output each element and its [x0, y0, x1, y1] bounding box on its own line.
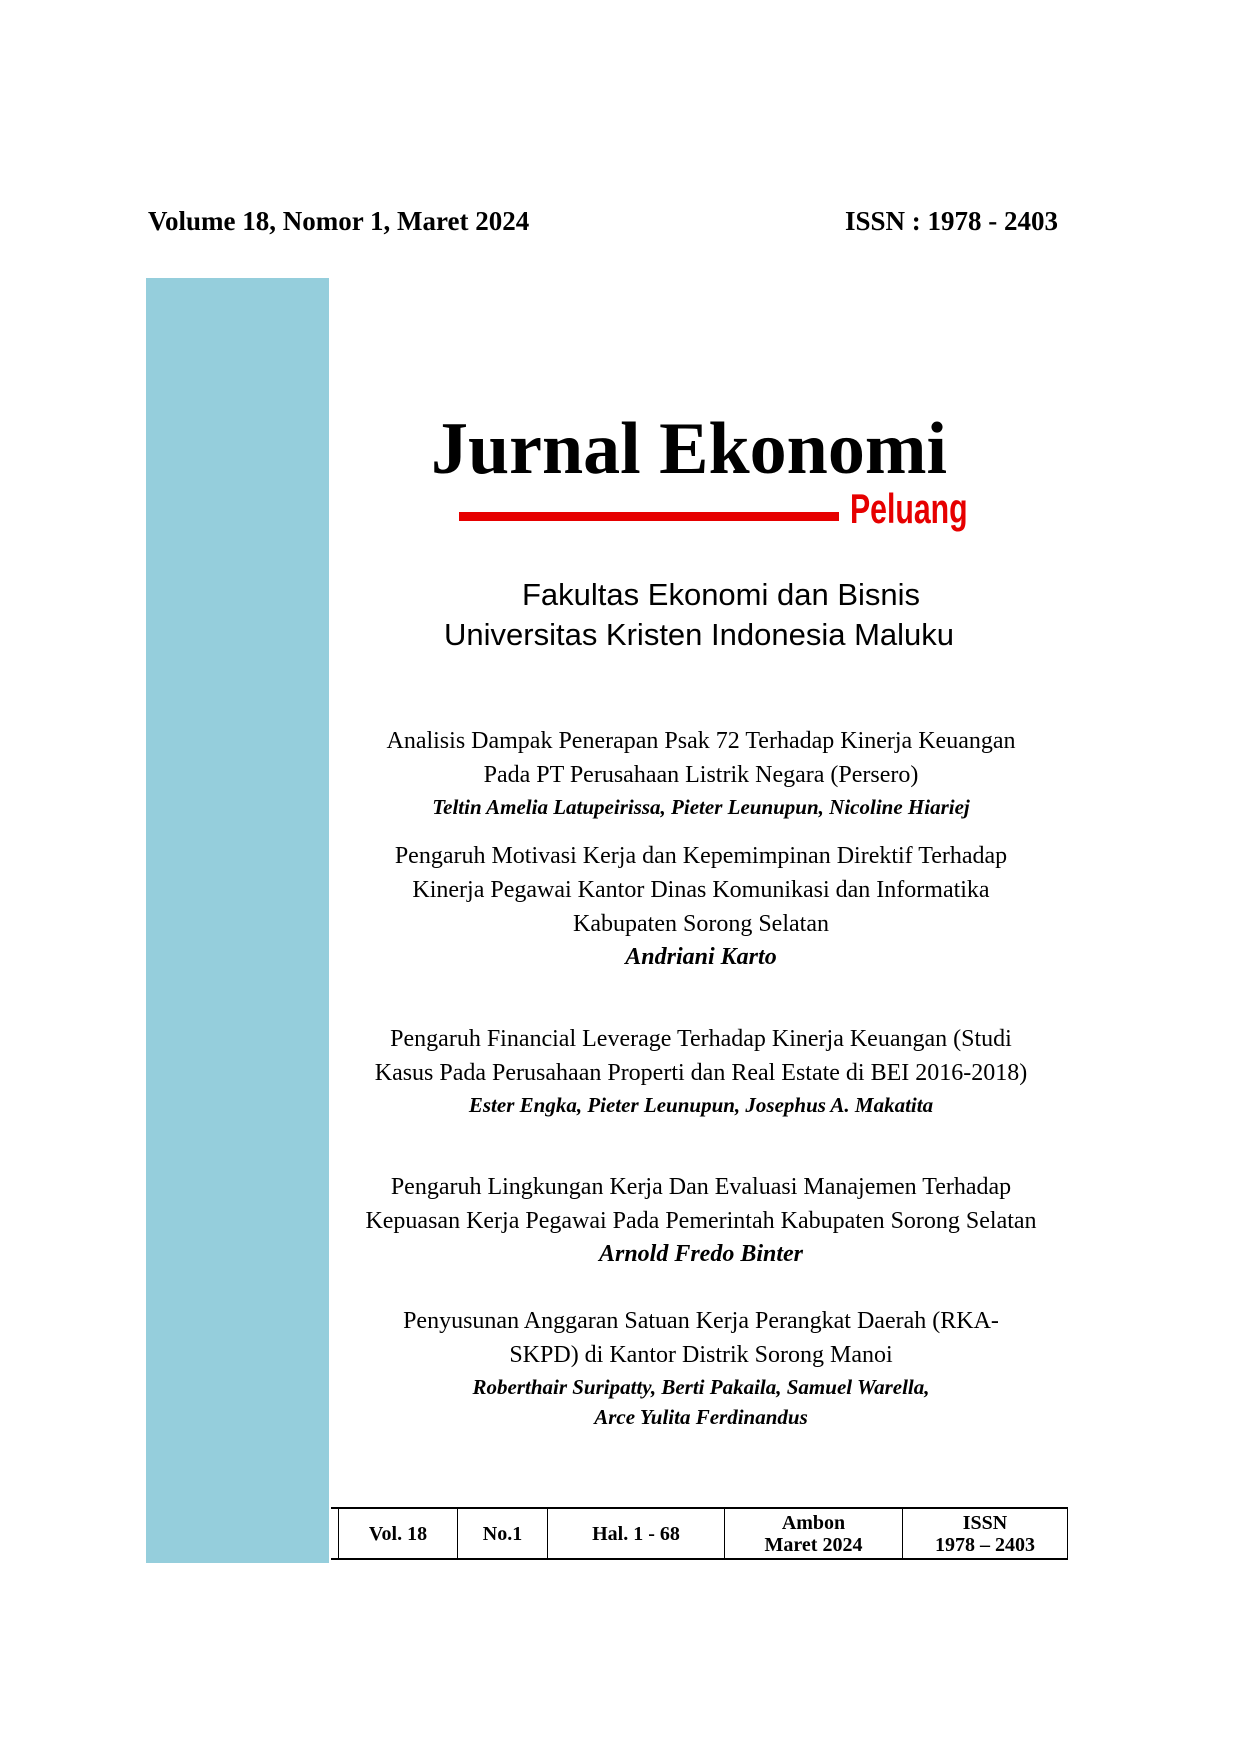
- article-authors: Andriani Karto: [625, 944, 777, 970]
- faculty-name: Fakultas Ekonomi dan Bisnis: [522, 577, 921, 612]
- article-entry: [330, 839, 1072, 973]
- article-authors: Arnold Fredo Binter: [598, 1241, 804, 1267]
- article-authors: Arce Yulita Ferdinandus: [594, 1405, 808, 1429]
- pages-cell: Hal. 1 - 68: [548, 1508, 725, 1559]
- article-authors: Teltin Amelia Latupeirissa, Pieter Leunupun, Nicoline Hiariej: [432, 795, 970, 819]
- volume-info: Volume 18, Nomor 1, Maret 2024: [148, 206, 530, 236]
- article-title-line: Kinerja Pegawai Kantor Dinas Komunikasi dan Informatika: [412, 877, 990, 903]
- table-spacer-cell: [331, 1508, 339, 1559]
- article-authors: Roberthair Suripatty, Berti Pakaila, Samuel Warella,: [472, 1375, 930, 1399]
- article-authors: Ester Engka, Pieter Leunupun, Josephus A. Makatita: [468, 1093, 934, 1117]
- place-date-cell: [725, 1508, 903, 1559]
- article-title-line: Analisis Dampak Penerapan Psak 72 Terhadap Kinerja Keuangan: [386, 728, 1016, 754]
- journal-title: Jurnal Ekonomi: [430, 408, 948, 490]
- article-title-line: SKPD) di Kantor Distrik Sorong Manoi: [509, 1342, 893, 1368]
- journal-subtitle: Peluang: [850, 485, 968, 532]
- article-title-line: Pada PT Perusahaan Listrik Negara (Persero): [483, 762, 919, 788]
- number-cell: No.1: [458, 1508, 548, 1559]
- article-entry: [330, 1170, 1072, 1270]
- article-title-line: Penyusunan Anggaran Satuan Kerja Perangkat Daerah (RKA-: [403, 1308, 999, 1334]
- issn-number: 1978 – 2403: [935, 1533, 1035, 1556]
- issn-header: ISSN : 1978 - 2403: [844, 206, 1058, 236]
- title-underline-rule: [459, 512, 839, 521]
- article-entry: [330, 1304, 1072, 1432]
- article-entry: [330, 1022, 1072, 1120]
- article-title-line: Kabupaten Sorong Selatan: [573, 911, 829, 937]
- issn-label: ISSN: [962, 1511, 1008, 1534]
- article-entry: [330, 724, 1072, 822]
- article-title-line: Pengaruh Motivasi Kerja dan Kepemimpinan Direktif Terhadap: [394, 843, 1008, 869]
- university-name: Universitas Kristen Indonesia Maluku: [444, 617, 955, 652]
- place-text: Ambon: [781, 1511, 846, 1534]
- issn-cell: [903, 1508, 1068, 1559]
- cover-sidebar-band: [146, 278, 329, 1563]
- issue-info-row: [331, 1508, 1068, 1559]
- volume-cell: Vol. 18: [339, 1508, 458, 1559]
- article-title-line: Pengaruh Financial Leverage Terhadap Kinerja Keuangan (Studi: [390, 1026, 1012, 1052]
- article-title-line: Kepuasan Kerja Pegawai Pada Pemerintah Kabupaten Sorong Selatan: [365, 1208, 1037, 1234]
- article-title-line: Kasus Pada Perusahaan Properti dan Real Estate di BEI 2016-2018): [374, 1060, 1028, 1086]
- date-text: Maret 2024: [764, 1533, 863, 1556]
- issue-info-table: [331, 1507, 1068, 1560]
- article-title-line: Pengaruh Lingkungan Kerja Dan Evaluasi Manajemen Terhadap: [390, 1174, 1012, 1200]
